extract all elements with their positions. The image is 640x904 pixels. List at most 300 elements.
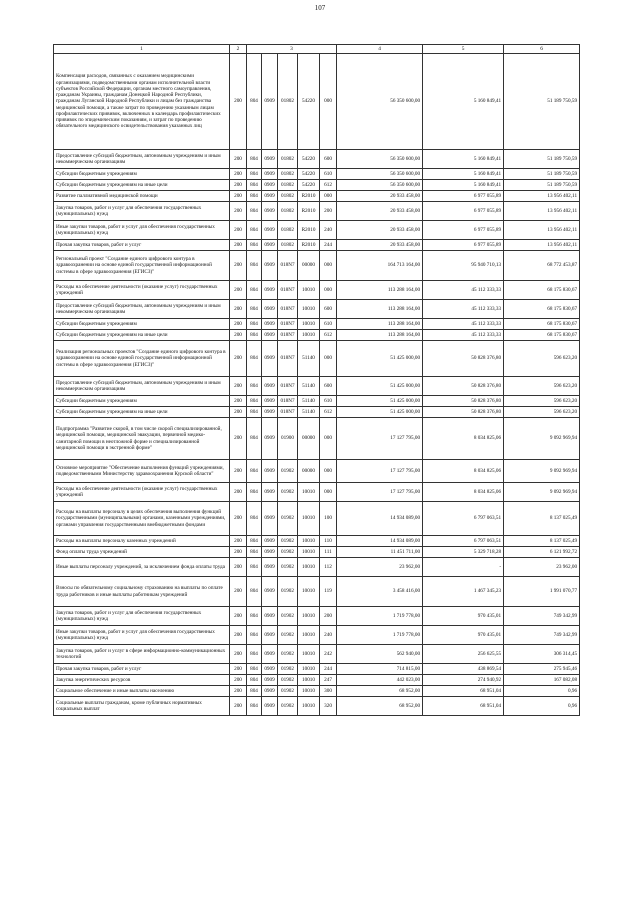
row-name: Расходы на обеспечение деятельности (оказание услуг) государственных учреждений [54,281,230,300]
row-executed-amount: - [423,558,504,577]
row-code-b: 804 [247,191,262,202]
row-code-d: 018N7 [278,319,298,330]
row-remaining-amount: 8 137 025,49 [504,536,580,547]
row-executed-amount: 45 112 333,33 [423,319,504,330]
row-executed-amount: 5 160 849,41 [423,150,504,169]
row-code-b: 804 [247,418,262,460]
row-code-a: 200 [230,221,247,240]
row-code-c: 0909 [262,221,278,240]
row-code-b: 804 [247,460,262,483]
row-remaining-amount: 596 623,20 [504,377,580,396]
row-code-e: 54220 [298,169,320,180]
row-code-f: 612 [320,330,337,341]
row-code-a: 200 [230,341,247,377]
row-code-f: 000 [320,251,337,281]
row-code-a: 200 [230,626,247,645]
row-code-d: 01802 [278,202,298,221]
row-executed-amount: 45 112 333,33 [423,281,504,300]
row-code-f: 600 [320,150,337,169]
row-code-d: 018N7 [278,281,298,300]
row-code-e: 10010 [298,502,320,536]
row-name: Иные выплаты персоналу учреждений, за исключением фонда оплаты труда [54,558,230,577]
row-remaining-amount: 51 189 750,59 [504,54,580,150]
row-approved-amount: 51 425 000,00 [337,341,423,377]
row-code-e: 10010 [298,547,320,558]
row-approved-amount: 11 451 711,00 [337,547,423,558]
row-name: Расходы на обеспечение деятельности (оказание услуг) государственных учреждений [54,483,230,502]
row-remaining-amount: 68 175 830,67 [504,281,580,300]
row-code-c: 0909 [262,341,278,377]
row-name: Закупка энергетических ресурсов [54,675,230,686]
row-name: Фонд оплаты труда учреждений [54,547,230,558]
row-code-c: 0909 [262,460,278,483]
row-approved-amount: 3 458 416,00 [337,577,423,607]
row-remaining-amount: 8 137 025,49 [504,502,580,536]
row-code-f: 000 [320,418,337,460]
row-code-a: 200 [230,418,247,460]
row-remaining-amount: 68 772 453,87 [504,251,580,281]
row-code-e: 51140 [298,407,320,418]
row-code-b: 804 [247,558,262,577]
row-code-e: 10010 [298,686,320,697]
row-name: Подпрограмма "Развитие скорой, в том числе скорой специализированной, медицинской помощи, медицинской эвакуации, первичной медико-санитарной помощи в неотложной форме и специализированной медицинской помощи в экстренной форме" [54,418,230,460]
row-code-d: 01902 [278,558,298,577]
table-row [54,697,580,716]
row-name: Компенсация расходов, связанных с оказанием медицинскими организациями, подведомственными органам исполнительной власти субъектов Российской Федерации, органам местного самоуправления, гражданам Украины, гражданам Донецкой Народной Республики, гражданам Луганской Народной Республики и лицам без гражданства медицинской помощи, а также затрат по проведению указанным лицам профилактических прививок, включенных в календарь профилактических прививок по эпидемическим показаниям, и затрат по проведению обязательного медицинского освидетельствования указанных лиц [54,54,230,150]
row-approved-amount: 442 023,00 [337,675,423,686]
row-code-f: 000 [320,483,337,502]
row-code-f: 612 [320,180,337,191]
row-code-e: R2010 [298,240,320,251]
row-code-b: 804 [247,169,262,180]
row-remaining-amount: 596 623,20 [504,396,580,407]
table-row [54,330,580,341]
row-code-a: 200 [230,483,247,502]
row-code-d: 01902 [278,626,298,645]
row-remaining-amount: 68 175 830,67 [504,319,580,330]
row-remaining-amount: 13 956 402,11 [504,202,580,221]
row-name: Взносы по обязательному социальному страхованию на выплаты по оплате труда работников и иные выплаты работникам учреждений [54,577,230,607]
row-code-c: 0909 [262,377,278,396]
row-code-f: 610 [320,396,337,407]
row-code-a: 200 [230,547,247,558]
table-row [54,418,580,460]
row-code-f: 112 [320,558,337,577]
row-remaining-amount: 51 189 750,59 [504,180,580,191]
row-code-f: 000 [320,341,337,377]
row-name: Расходы на выплаты персоналу казенных учреждений [54,536,230,547]
row-code-b: 804 [247,240,262,251]
table-row [54,341,580,377]
row-executed-amount: 6 797 063,51 [423,502,504,536]
row-code-c: 0909 [262,686,278,697]
header-col-2: 2 [230,45,247,54]
row-code-b: 804 [247,547,262,558]
row-executed-amount: 1 467 345,23 [423,577,504,607]
row-code-c: 0909 [262,150,278,169]
row-code-c: 0909 [262,547,278,558]
row-executed-amount: 8 034 825,06 [423,483,504,502]
row-approved-amount: 68 952,00 [337,697,423,716]
row-name: Расходы на выплаты персоналу в целях обеспечения выполнения функций государственными (муниципальными) органами, казенными учреждениями, органами управления государственными внебюджетными фондами [54,502,230,536]
row-executed-amount: 68 951,04 [423,697,504,716]
row-code-b: 804 [247,251,262,281]
row-code-f: 610 [320,319,337,330]
row-code-d: 018N7 [278,251,298,281]
row-code-c: 0909 [262,675,278,686]
row-code-e: 00000 [298,251,320,281]
row-approved-amount: 113 288 164,00 [337,319,423,330]
row-code-a: 200 [230,645,247,664]
row-code-d: 01902 [278,645,298,664]
row-executed-amount: 8 034 825,06 [423,460,504,483]
row-code-f: 300 [320,686,337,697]
row-code-b: 804 [247,150,262,169]
row-code-b: 804 [247,221,262,240]
row-code-e: 10010 [298,536,320,547]
row-code-f: 200 [320,607,337,626]
row-code-e: 10010 [298,300,320,319]
row-code-a: 200 [230,396,247,407]
row-approved-amount: 113 288 164,00 [337,330,423,341]
row-code-a: 200 [230,407,247,418]
row-executed-amount: 970 435,01 [423,607,504,626]
row-code-e: R2010 [298,191,320,202]
table-row [54,626,580,645]
row-code-c: 0909 [262,483,278,502]
table-row [54,202,580,221]
row-approved-amount: 20 933 458,00 [337,240,423,251]
row-code-b: 804 [247,407,262,418]
table-row [54,483,580,502]
row-code-c: 0909 [262,169,278,180]
row-name: Субсидии бюджетным учреждениям на иные цели [54,330,230,341]
row-code-a: 200 [230,697,247,716]
row-approved-amount: 56 350 600,00 [337,150,423,169]
row-executed-amount: 5 160 849,41 [423,54,504,150]
row-name: Прочая закупка товаров, работ и услуг [54,664,230,675]
row-code-d: 01802 [278,221,298,240]
row-code-d: 01902 [278,502,298,536]
row-code-f: 000 [320,281,337,300]
row-code-b: 804 [247,675,262,686]
row-code-a: 200 [230,251,247,281]
row-code-a: 200 [230,460,247,483]
table-row [54,577,580,607]
row-remaining-amount: 596 623,20 [504,407,580,418]
row-code-f: 242 [320,645,337,664]
header-row [54,45,580,54]
row-remaining-amount: 749 342,99 [504,626,580,645]
header-col-3: 3 [247,45,337,54]
row-executed-amount: 5 160 849,41 [423,169,504,180]
row-code-c: 0909 [262,396,278,407]
row-code-f: 000 [320,460,337,483]
row-code-a: 200 [230,664,247,675]
row-code-f: 000 [320,191,337,202]
row-code-e: 51140 [298,377,320,396]
row-code-e: 10010 [298,626,320,645]
row-name: Социальные выплаты гражданам, кроме публичных нормативных социальных выплат [54,697,230,716]
row-code-b: 804 [247,202,262,221]
row-executed-amount: 274 940,92 [423,675,504,686]
row-code-a: 200 [230,675,247,686]
row-name: Предоставление субсидий бюджетным, автономным учреждениям и иным некоммерческим организациям [54,300,230,319]
row-approved-amount: 17 127 795,00 [337,460,423,483]
row-code-c: 0909 [262,319,278,330]
row-code-a: 200 [230,607,247,626]
row-code-b: 804 [247,607,262,626]
row-remaining-amount: 68 175 830,67 [504,300,580,319]
row-code-d: 01902 [278,536,298,547]
row-code-a: 200 [230,300,247,319]
row-name: Субсидии бюджетным учреждениям [54,319,230,330]
row-code-e: 10010 [298,281,320,300]
row-remaining-amount: 13 956 402,11 [504,240,580,251]
table-row [54,300,580,319]
row-code-d: 018N7 [278,330,298,341]
row-code-e: 10010 [298,483,320,502]
row-code-f: 119 [320,577,337,607]
row-code-a: 200 [230,191,247,202]
row-code-d: 01902 [278,577,298,607]
row-code-c: 0909 [262,180,278,191]
row-code-d: 018N7 [278,300,298,319]
row-code-c: 0909 [262,645,278,664]
row-code-e: 10010 [298,607,320,626]
row-code-a: 200 [230,686,247,697]
row-code-b: 804 [247,281,262,300]
row-code-e: R2010 [298,221,320,240]
row-code-e: 54220 [298,180,320,191]
row-remaining-amount: 6 121 992,72 [504,547,580,558]
row-code-c: 0909 [262,281,278,300]
table-row [54,460,580,483]
row-executed-amount: 95 940 710,13 [423,251,504,281]
table-row [54,607,580,626]
row-remaining-amount: 13 956 402,11 [504,191,580,202]
row-code-c: 0909 [262,202,278,221]
row-approved-amount: 113 288 164,00 [337,300,423,319]
row-remaining-amount: 0,96 [504,686,580,697]
row-remaining-amount: 167 082,08 [504,675,580,686]
row-remaining-amount: 51 189 750,59 [504,169,580,180]
row-executed-amount: 6 797 063,51 [423,536,504,547]
row-code-a: 200 [230,54,247,150]
row-code-d: 018N7 [278,396,298,407]
row-name: Предоставление субсидий бюджетным, автономным учреждениям и иным некоммерческим организациям [54,377,230,396]
row-approved-amount: 14 934 089,00 [337,536,423,547]
row-remaining-amount: 306 314,45 [504,645,580,664]
table-row [54,664,580,675]
row-executed-amount: 6 977 055,89 [423,221,504,240]
row-code-d: 01802 [278,169,298,180]
row-code-c: 0909 [262,697,278,716]
row-approved-amount: 164 713 164,00 [337,251,423,281]
row-code-d: 01902 [278,547,298,558]
row-executed-amount: 45 112 333,33 [423,300,504,319]
row-code-f: 000 [320,54,337,150]
row-remaining-amount: 9 092 969,94 [504,418,580,460]
row-name: Субсидии бюджетным учреждениям [54,396,230,407]
row-approved-amount: 562 940,00 [337,645,423,664]
row-code-e: 10010 [298,645,320,664]
row-name: Иные закупки товаров, работ и услуг для обеспечения государственных (муниципальных) нужд [54,221,230,240]
row-name: Развитие паллиативной медицинской помощи [54,191,230,202]
row-code-b: 804 [247,502,262,536]
row-approved-amount: 68 952,00 [337,686,423,697]
row-code-d: 01802 [278,240,298,251]
row-code-d: 01902 [278,460,298,483]
row-executed-amount: 68 951,04 [423,686,504,697]
row-code-d: 01802 [278,191,298,202]
row-name: Субсидии бюджетным учреждениям [54,169,230,180]
row-executed-amount: 6 977 055,89 [423,240,504,251]
row-name: Закупка товаров, работ и услуг в сфере информационно-коммуникационных технологий [54,645,230,664]
row-name: Субсидии бюджетным учреждениям на иные цели [54,407,230,418]
row-executed-amount: 50 828 376,80 [423,377,504,396]
row-code-f: 100 [320,502,337,536]
row-approved-amount: 23 962,00 [337,558,423,577]
row-approved-amount: 20 933 458,00 [337,221,423,240]
row-remaining-amount: 1 991 070,77 [504,577,580,607]
row-code-e: 10010 [298,558,320,577]
row-name: Иные закупки товаров, работ и услуг для обеспечения государственных (муниципальных) нужд [54,626,230,645]
table-row [54,502,580,536]
table-row [54,645,580,664]
row-name: Реализация региональных проектов "Создание единого цифрового контура в здравоохранении на основе единой государственной информационной системы в сфере здравоохранения (ЕГИСЗ)" [54,341,230,377]
row-code-c: 0909 [262,502,278,536]
row-code-d: 01900 [278,418,298,460]
table-row [54,536,580,547]
row-remaining-amount: 749 342,99 [504,607,580,626]
row-code-d: 01902 [278,697,298,716]
row-executed-amount: 5 329 718,28 [423,547,504,558]
row-approved-amount: 17 127 795,00 [337,483,423,502]
row-code-d: 01902 [278,483,298,502]
row-code-f: 244 [320,240,337,251]
row-approved-amount: 20 933 458,00 [337,202,423,221]
row-executed-amount: 438 869,54 [423,664,504,675]
row-code-a: 200 [230,240,247,251]
row-code-f: 612 [320,407,337,418]
row-code-b: 804 [247,626,262,645]
row-code-c: 0909 [262,577,278,607]
row-approved-amount: 113 288 164,00 [337,281,423,300]
row-code-e: 54220 [298,54,320,150]
row-code-b: 804 [247,377,262,396]
row-code-b: 804 [247,396,262,407]
row-code-c: 0909 [262,191,278,202]
row-code-b: 804 [247,54,262,150]
row-code-a: 200 [230,330,247,341]
row-code-b: 804 [247,180,262,191]
row-remaining-amount: 23 962,00 [504,558,580,577]
row-remaining-amount: 9 092 969,94 [504,483,580,502]
row-code-b: 804 [247,645,262,664]
table-row [54,547,580,558]
row-executed-amount: 50 828 376,80 [423,407,504,418]
row-code-b: 804 [247,341,262,377]
row-name: Прочая закупка товаров, работ и услуг [54,240,230,251]
row-code-f: 111 [320,547,337,558]
table-row [54,675,580,686]
row-code-b: 804 [247,686,262,697]
row-code-e: 10010 [298,577,320,607]
row-code-d: 01802 [278,180,298,191]
row-code-a: 200 [230,377,247,396]
row-code-d: 018N7 [278,377,298,396]
table-row [54,180,580,191]
row-code-c: 0909 [262,330,278,341]
row-code-d: 018N7 [278,341,298,377]
row-code-b: 804 [247,664,262,675]
row-name: Социальное обеспечение и иные выплаты населению [54,686,230,697]
row-code-b: 804 [247,697,262,716]
row-code-c: 0909 [262,240,278,251]
row-executed-amount: 8 034 825,06 [423,418,504,460]
row-name: Закупка товаров, работ и услуг для обеспечения государственных (муниципальных) нужд [54,607,230,626]
row-code-d: 01802 [278,150,298,169]
row-approved-amount: 51 425 000,00 [337,396,423,407]
budget-execution-table [53,44,580,716]
row-code-d: 01902 [278,686,298,697]
row-code-f: 244 [320,664,337,675]
row-code-e: 00000 [298,460,320,483]
row-remaining-amount: 68 175 830,67 [504,330,580,341]
row-code-a: 200 [230,169,247,180]
header-col-5: 5 [423,45,504,54]
table-row [54,281,580,300]
row-code-b: 804 [247,319,262,330]
row-code-e: 10010 [298,697,320,716]
row-approved-amount: 51 425 000,00 [337,377,423,396]
row-code-a: 200 [230,202,247,221]
table-row [54,558,580,577]
row-executed-amount: 45 112 333,33 [423,330,504,341]
row-code-a: 200 [230,281,247,300]
row-code-e: 10010 [298,664,320,675]
row-code-b: 804 [247,483,262,502]
row-code-d: 018N7 [278,407,298,418]
row-code-f: 600 [320,377,337,396]
row-approved-amount: 1 719 778,00 [337,626,423,645]
row-approved-amount: 56 350 600,00 [337,54,423,150]
row-remaining-amount: 9 092 969,94 [504,460,580,483]
table-row [54,221,580,240]
row-approved-amount: 51 425 000,00 [337,407,423,418]
row-approved-amount: 14 934 089,00 [337,502,423,536]
row-name: Закупка товаров, работ и услуг для обеспечения государственных (муниципальных) нужд [54,202,230,221]
row-approved-amount: 1 719 778,00 [337,607,423,626]
table-row [54,251,580,281]
row-code-e: 10010 [298,675,320,686]
row-code-f: 240 [320,626,337,645]
row-code-a: 200 [230,150,247,169]
row-code-a: 200 [230,558,247,577]
row-remaining-amount: 596 623,20 [504,341,580,377]
row-remaining-amount: 13 956 402,11 [504,221,580,240]
row-remaining-amount: 275 945,46 [504,664,580,675]
row-code-c: 0909 [262,54,278,150]
row-code-c: 0909 [262,626,278,645]
row-executed-amount: 256 625,55 [423,645,504,664]
row-code-d: 01802 [278,54,298,150]
budget-table-container [53,44,579,716]
row-code-a: 200 [230,502,247,536]
row-code-d: 01902 [278,664,298,675]
table-row [54,169,580,180]
